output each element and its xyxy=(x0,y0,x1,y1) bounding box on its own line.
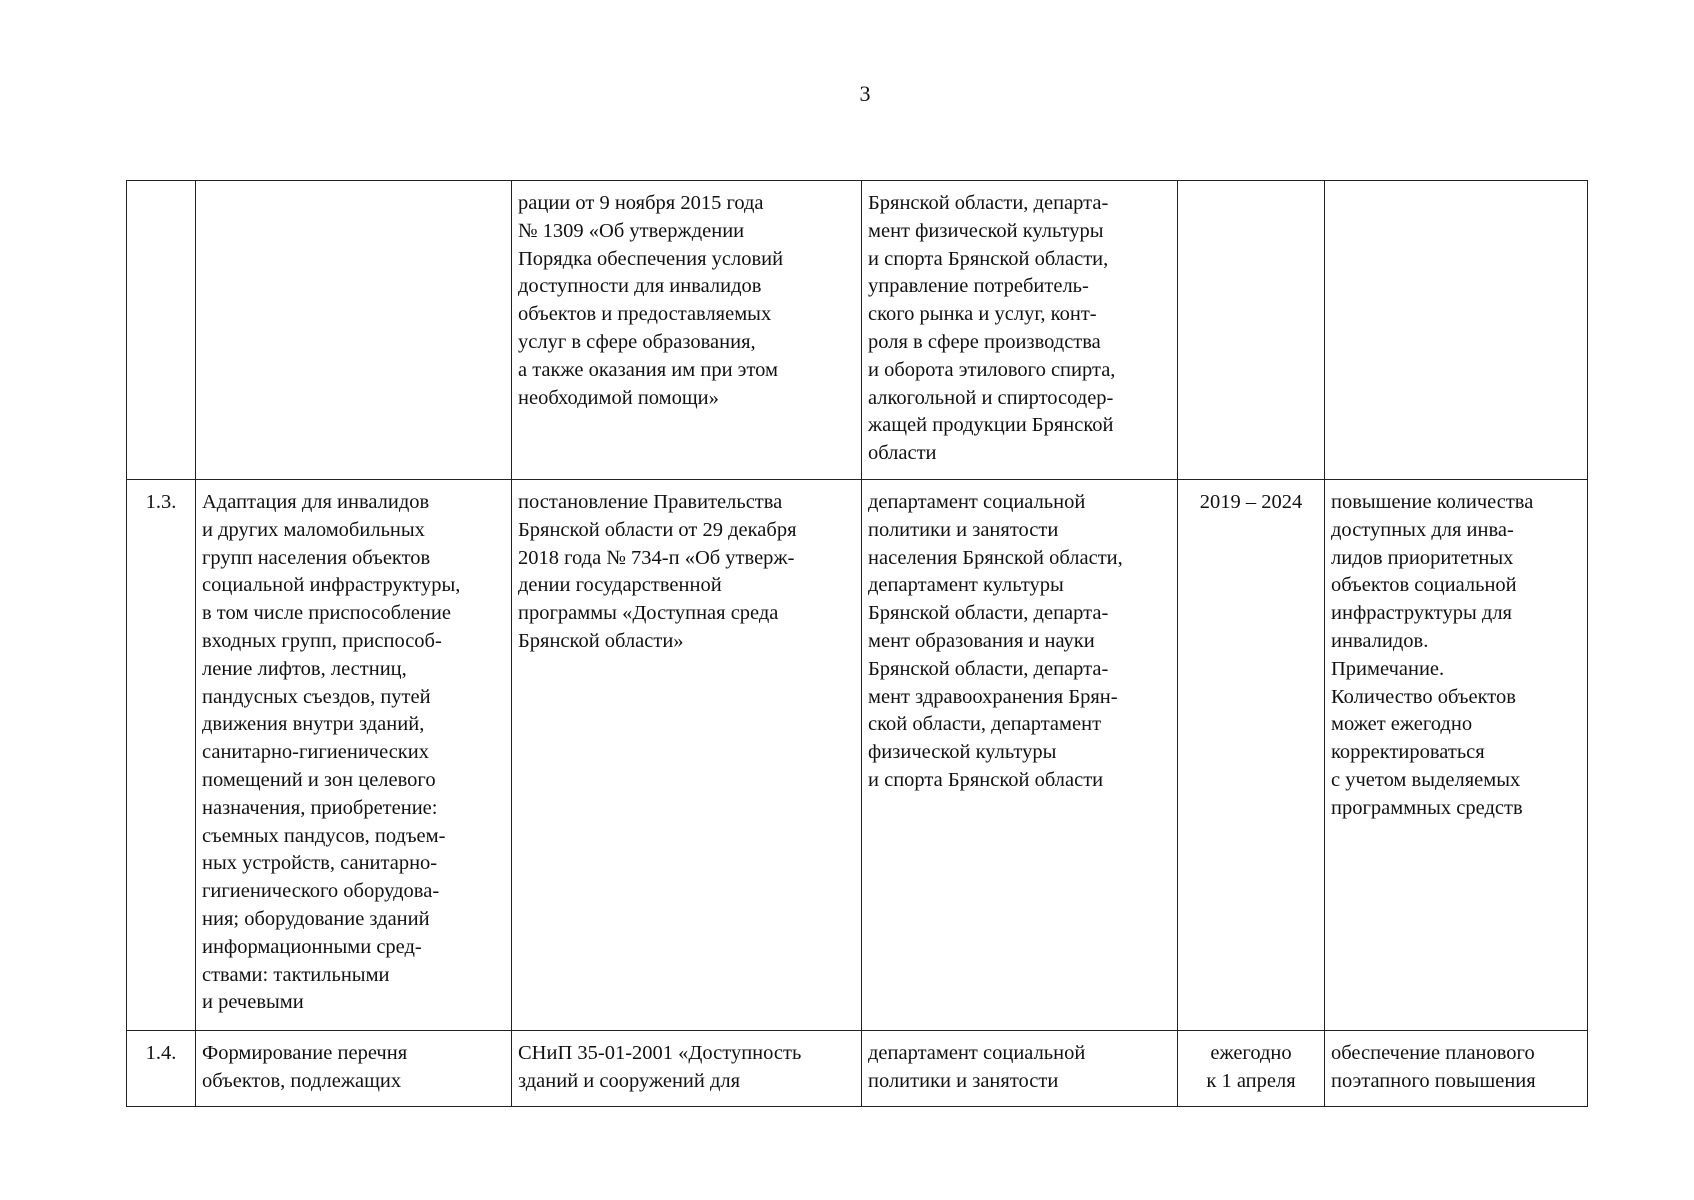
table-row xyxy=(127,181,1588,480)
legal-basis-cell: рации от 9 ноября 2015 года № 1309 «Об утверждении Порядка обеспечения условий доступности для инвалидов объектов и предоставляемых услуг в сфере образования, а также оказания им при этом необходимой помощи» xyxy=(512,181,862,480)
table-row xyxy=(127,480,1588,1031)
executors-cell: Брянской области, департа- мент физической культуры и спорта Брянской области, управление потребитель- ского рынка и услуг, конт- роля в сфере производства и оборота этилового спирта, алкогольной и спиртосодер- жащей продукции Брянской области xyxy=(862,181,1178,480)
row-number-cell: 1.3. xyxy=(127,480,196,1031)
row-number-cell xyxy=(127,181,196,480)
activity-cell xyxy=(196,181,512,480)
legal-basis-cell: СНиП 35-01-2001 «Доступность зданий и сооружений для xyxy=(512,1031,862,1107)
expected-result-cell xyxy=(1325,181,1588,480)
activity-cell: Формирование перечня объектов, подлежащих xyxy=(196,1031,512,1107)
activity-cell: Адаптация для инвалидов и других маломобильных групп населения объектов социальной инфраструктуры, в том числе приспособление входных групп, приспособ- ление лифтов, лестниц, пандусных съездов, путей движения внутри зданий, санитарно-гигиенических помещений и зон целевого назначения, приобретение: съемных пандусов, подъем- ных устройств, санитарно- гигиенического оборудова- ния; оборудование зданий информационными сред- ствами: тактильными и речевыми xyxy=(196,480,512,1031)
executors-cell: департамент социальной политики и занятости xyxy=(862,1031,1178,1107)
legal-basis-cell: постановление Правительства Брянской области от 29 декабря 2018 года № 734-п «Об утверж- дении государственной программы «Доступная среда Брянской области» xyxy=(512,480,862,1031)
page-number: 3 xyxy=(859,81,871,106)
period-cell xyxy=(1178,181,1325,480)
executors-cell: департамент социальной политики и занятости населения Брянской области, департамент культуры Брянской области, департа- мент образования и науки Брянской области, департа- мент здравоохранения Брян- ской области, департамент физической культуры и спорта Брянской области xyxy=(862,480,1178,1031)
row-number-cell: 1.4. xyxy=(127,1031,196,1107)
period-cell: ежегодно к 1 апреля xyxy=(1178,1031,1325,1107)
expected-result-cell: повышение количества доступных для инва- лидов приоритетных объектов социальной инфраструктуры для инвалидов. Примечание. Количество объектов может ежегодно корректироваться с учетом выделяемых программных средств xyxy=(1325,480,1588,1031)
measures-table xyxy=(126,180,1588,1107)
period-cell: 2019 – 2024 xyxy=(1178,480,1325,1031)
table-row xyxy=(127,1031,1588,1107)
expected-result-cell: обеспечение планового поэтапного повышения xyxy=(1325,1031,1588,1107)
